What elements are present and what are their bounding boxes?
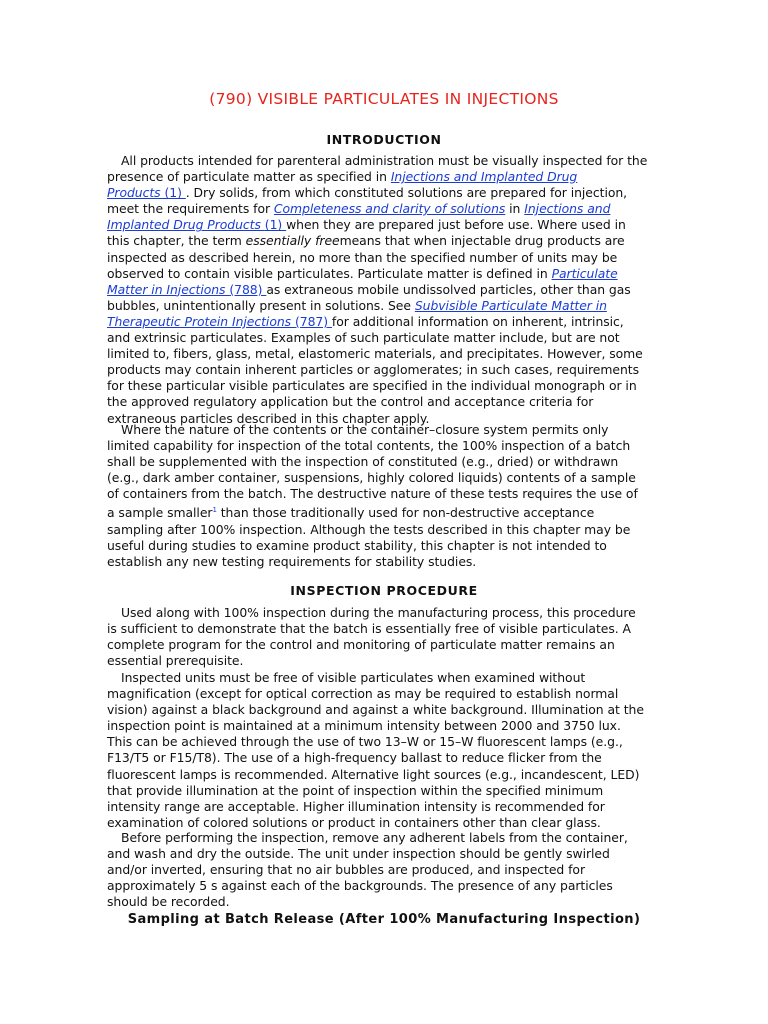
text-line <box>107 298 660 314</box>
text-line: Before performing the inspection, remove any adherent labels from the container, <box>121 830 628 845</box>
paragraph-intro-1 <box>107 153 660 427</box>
text-line: All products intended for parenteral administration must be visually inspected for the <box>121 153 648 168</box>
text-line: sampling after 100% inspection. Although the tests described in this chapter may be <box>107 521 631 537</box>
text-line <box>107 282 660 298</box>
text-line <box>107 217 660 233</box>
text-line: magnification (except for optical correction as may be required to establish normal <box>107 686 619 702</box>
section-heading-introduction: INTRODUCTION <box>326 132 442 147</box>
link-particulate-cont[interactable]: Matter in Injections <box>107 281 230 297</box>
link-injections-implanted[interactable]: Injections and Implanted Drug <box>390 169 578 185</box>
text-line: Used along with 100% inspection during the manufacturing process, this procedure <box>121 605 636 620</box>
text-line: (e.g., dark amber container, suspensions, highly colored liquids) contents of a sample <box>107 470 636 486</box>
link-subvisible[interactable]: Subvisible Particulate Matter in <box>414 297 607 313</box>
section-heading-sampling: Sampling at Batch Release (After 100% Manufacturing Inspection) <box>127 912 641 927</box>
text-line: limited capability for inspection of the total contents, the 100% inspection of a batch <box>107 438 631 454</box>
text-fragment: when they are prepared just before use. Where used in <box>286 217 626 233</box>
text-line: should be recorded. <box>107 894 230 910</box>
text-line: the approved regulatory application but the control and acceptance criteria for <box>107 394 594 410</box>
text-fragment: as extraneous mobile undissolved particles, other than gas <box>266 281 631 297</box>
paragraph-inspection-1 <box>107 605 660 669</box>
text-line: and/or inverted, ensuring that no air bubbles are produced, and inspected for <box>107 862 586 878</box>
footnote-link[interactable]: 1 <box>212 506 217 515</box>
text-line: is sufficient to demonstrate that the batch is essentially free of visible particulates. A <box>107 621 631 637</box>
link-particulate[interactable]: Particulate <box>551 265 618 281</box>
text-line <box>107 502 660 521</box>
text-fragment: bubbles, unintentionally present in solutions. See <box>107 297 415 313</box>
text-fragment: in <box>505 201 525 217</box>
text-line: intensity range are acceptable. Higher illumination intensity is recommended for <box>107 798 605 814</box>
paragraph-inspection-3 <box>107 830 660 910</box>
text-line: Where the nature of the contents or the container–closure system permits only <box>121 422 609 437</box>
text-line: fluorescent lamps is recommended. Alternative light sources (e.g., incandescent, LED) <box>107 766 640 782</box>
link-ref-787[interactable]: (787) <box>294 313 332 329</box>
text-fragment: than those traditionally used for non-destructive acceptance <box>216 505 595 521</box>
link-completeness[interactable]: Completeness and clarity of solutions <box>273 201 506 217</box>
text-line: useful during studies to examine product stability, this chapter is not intended to <box>107 537 607 553</box>
text-line: extraneous particles described in this chapter apply. <box>107 410 430 426</box>
text-line: vision) against a black background and against a white background. Illumination at the <box>107 702 644 718</box>
text-line: of containers from the batch. The destructive nature of these tests requires the use of <box>107 486 638 502</box>
text-line: products may contain inherent particles or agglomerates; in such cases, requirements <box>107 362 639 378</box>
text-line: that provide illumination at the point of inspection within the specified minimum <box>107 782 604 798</box>
paragraph-intro-2 <box>107 422 660 570</box>
text-line: for these particular visible particulates are specified in the individual monograph or in <box>107 378 637 394</box>
link-ref-788[interactable]: (788) <box>229 281 267 297</box>
text-fragment: observed to contain visible particulates. Particulate matter is defined in <box>107 265 552 281</box>
text-line: Inspected units must be free of visible particulates when examined without <box>121 670 586 685</box>
text-line: This can be achieved through the use of two 13–W or 15–W fluorescent lamps (e.g., <box>107 734 623 750</box>
text-line <box>107 314 660 330</box>
page-title: (790) VISIBLE PARTICULATES IN INJECTIONS <box>209 90 559 108</box>
link-ref-1b[interactable]: (1) <box>264 217 287 233</box>
text-line <box>107 233 660 249</box>
paragraph-inspection-2 <box>107 670 660 831</box>
text-line: inspection point is maintained at a minimum intensity between 2000 and 3750 lux. <box>107 718 621 734</box>
text-fragment: . Dry solids, from which constituted solutions are prepared for injection, <box>185 185 628 201</box>
text-line <box>107 185 660 201</box>
text-fragment: a sample smaller <box>107 505 213 521</box>
link-injections-and[interactable]: Injections and <box>524 201 611 217</box>
text-fragment: means that when injectable drug products are <box>339 233 625 249</box>
text-line: inspected as described herein, no more than the specified number of units may be <box>107 249 618 265</box>
text-line <box>107 266 660 282</box>
text-line: and wash and dry the outside. The unit under inspection should be gently swirled <box>107 846 610 862</box>
emphasis-term: essentially free <box>245 233 340 249</box>
link-subvisible-cont[interactable]: Therapeutic Protein Injections <box>107 313 295 329</box>
text-fragment: meet the requirements for <box>107 201 274 217</box>
section-heading-inspection-procedure: INSPECTION PROCEDURE <box>290 583 478 598</box>
text-fragment: this chapter, the term <box>107 233 246 249</box>
text-fragment: for additional information on inherent, intrinsic, <box>331 313 624 329</box>
text-line: and extrinsic particulates. Examples of such particulate matter include, but are not <box>107 330 620 346</box>
link-implanted-drug-products[interactable]: Implanted Drug Products <box>107 217 265 233</box>
text-line: complete program for the control and monitoring of particulate matter remains an <box>107 637 615 653</box>
text-line <box>107 169 660 185</box>
text-line: F13/T5 or F15/T8). The use of a high-frequency ballast to reduce flicker from the <box>107 750 602 766</box>
text-line: establish any new testing requirements for stability studies. <box>107 553 477 569</box>
text-line: examination of colored solutions or product in containers other than clear glass. <box>107 814 601 830</box>
link-ref-1[interactable]: (1) <box>164 185 186 201</box>
link-injections-implanted-cont[interactable]: Products <box>107 185 165 201</box>
text-line: approximately 5 s against each of the backgrounds. The presence of any particles <box>107 878 613 894</box>
text-fragment: presence of particulate matter as specified in <box>107 169 391 185</box>
text-line: shall be supplemented with the inspection of constituted (e.g., dried) or withdrawn <box>107 454 619 470</box>
text-line: limited to, fibers, glass, metal, elastomeric materials, and precipitates. However, some <box>107 346 643 362</box>
text-line: essential prerequisite. <box>107 653 244 669</box>
text-line <box>107 201 660 217</box>
